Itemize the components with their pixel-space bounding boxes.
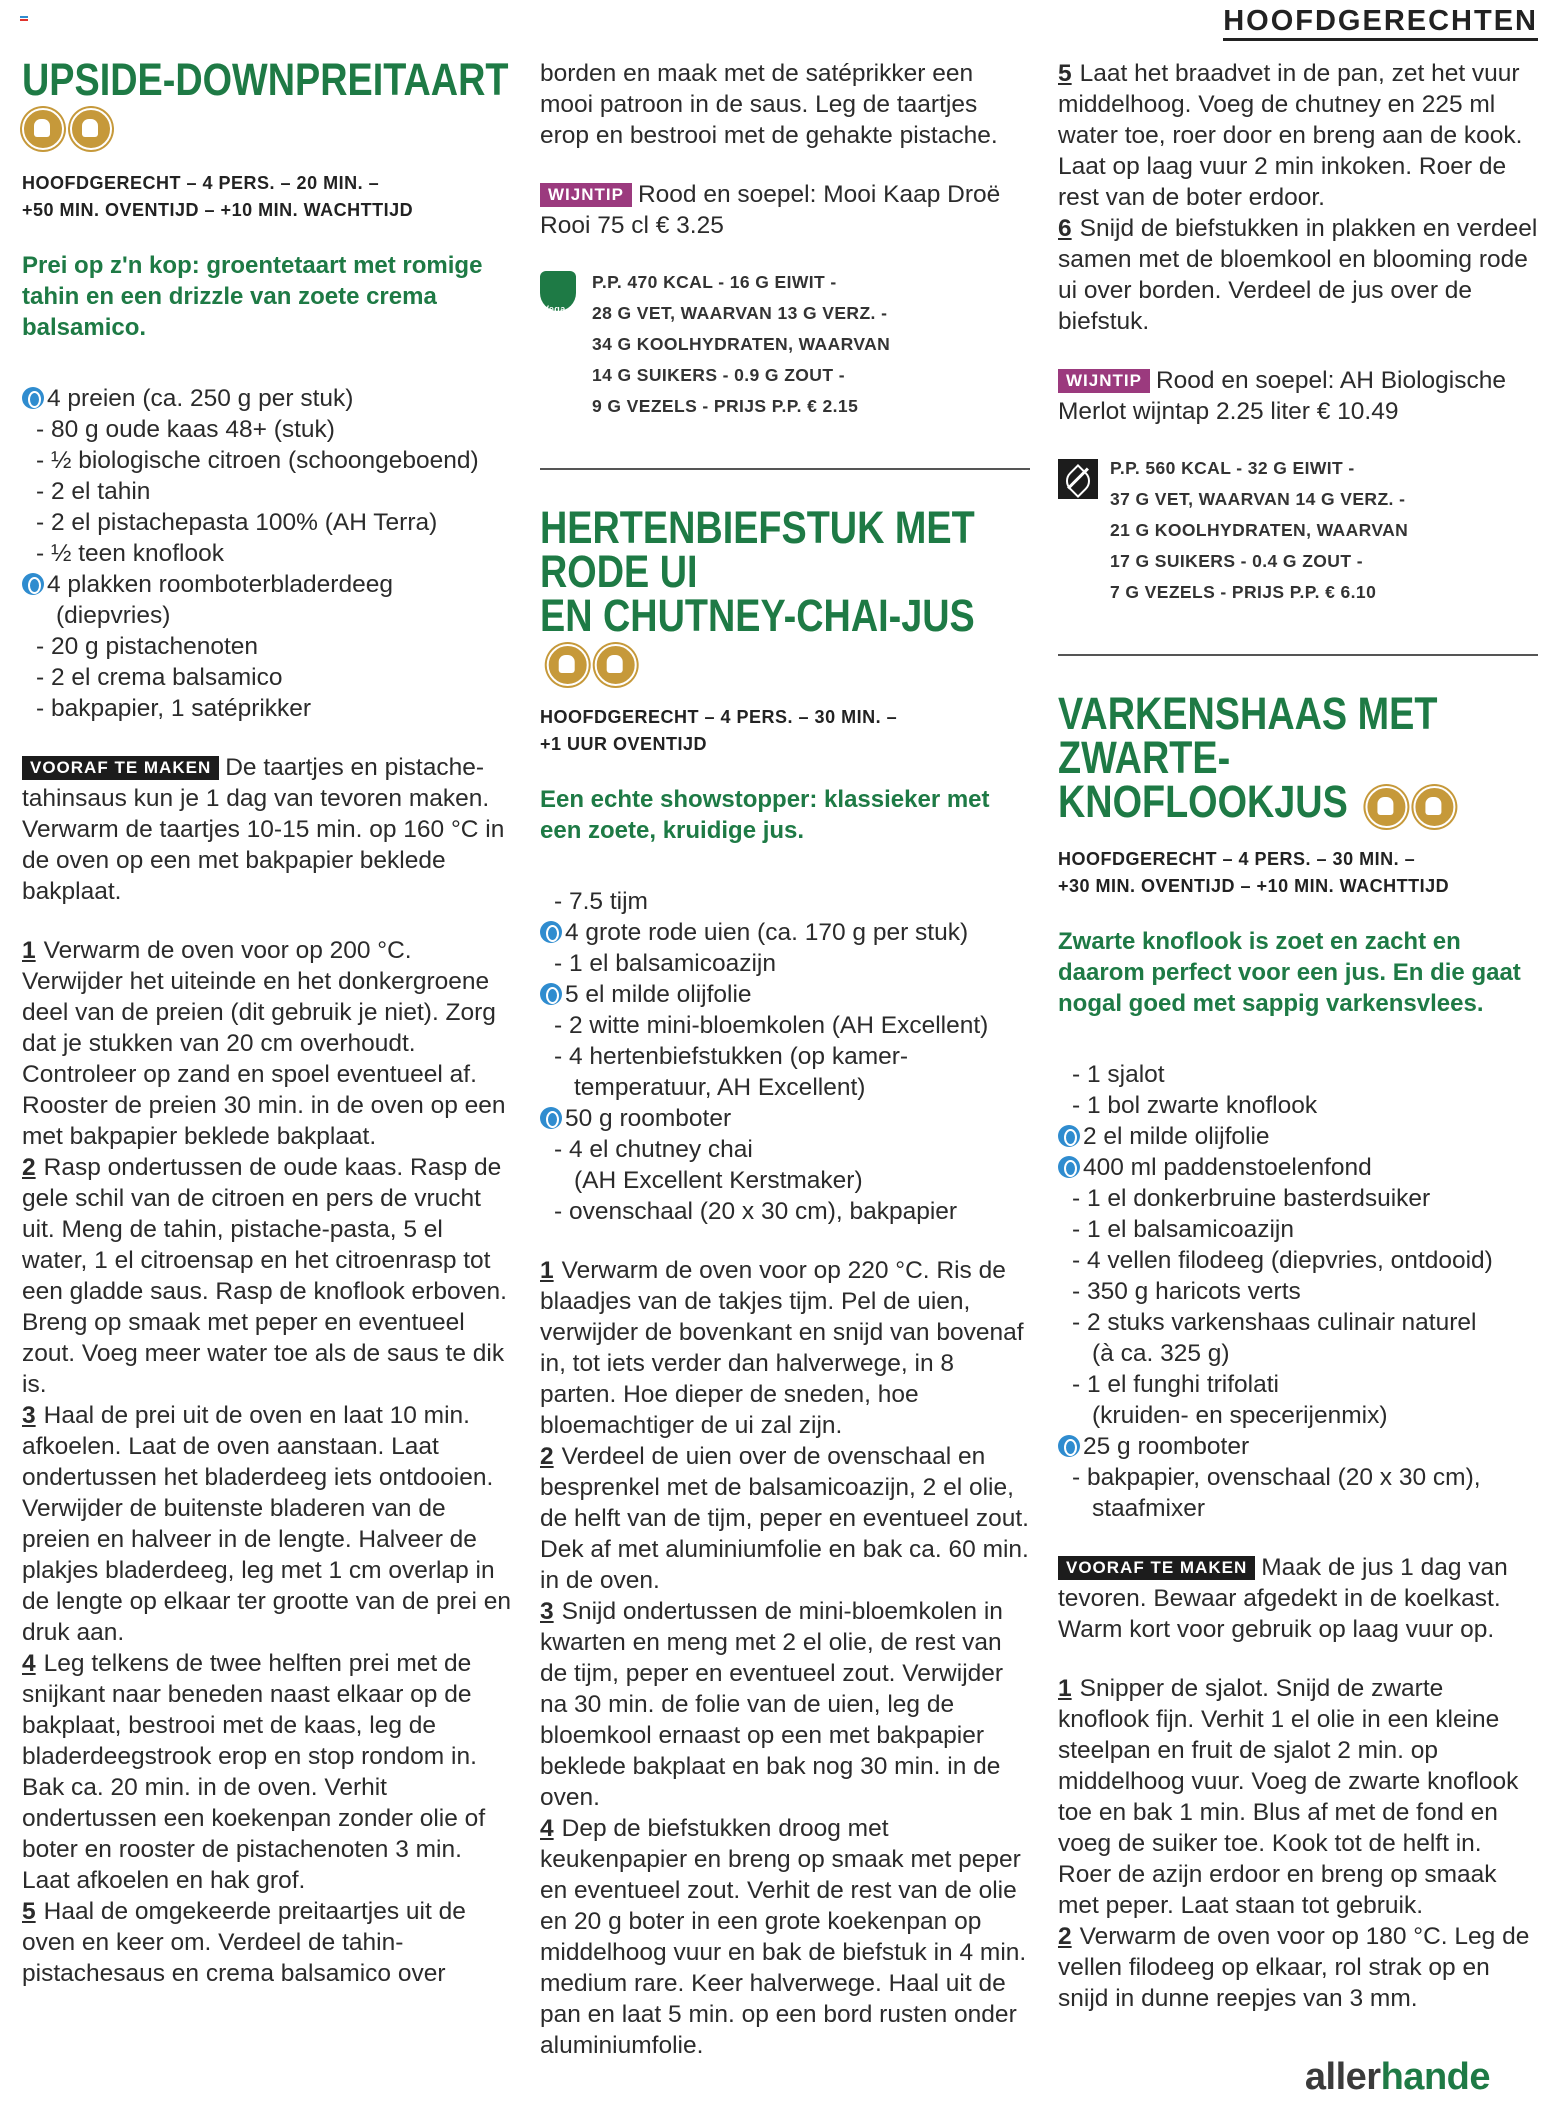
- difficulty-badges: [1365, 782, 1461, 828]
- ingredient-item: - bakpapier, 1 satéprikker: [36, 695, 312, 722]
- ingredient-item: - 1 sjalot: [1072, 1061, 1165, 1089]
- bonus-icon: [22, 573, 44, 595]
- ingredient-item: staafmixer: [1092, 1495, 1206, 1523]
- step: 1 Verwarm de oven voor op 220 °C. Ris de blaadjes van de takjes tijm. Pel de uien, verwijder de bovenkant en snijd van bovenaf in, tot iets verder dan halverwege, in 8 parten. Hoe dieper de sneden, hoe bloemachtiger de ui zal zijn.: [540, 1257, 1024, 1440]
- bonus-icon: [1058, 1156, 1080, 1178]
- bonus-icon: [540, 1107, 562, 1129]
- step: 2 Rasp ondertussen de oude kaas. Rasp de gele schil van de citroen en pers de vrucht uit. Meng de tahin, pistache-pasta, 5 el water, 1 el citroensap en het citroenrasp tot een gladde saus. Rasp de knoflook erboven. Breng op smaak met peper en eventueel zout. Voeg meer water toe als de saus te dik is.: [22, 1154, 507, 1398]
- recipe1-ingredients: [22, 383, 512, 724]
- step: 2 Verdeel de uien over de ovenschaal en besprenkel met de balsamicoazijn, 2 el olie, de helft van de tijm, peper en eventueel zout. Dek af met aluminiumfolie en bak ca. 60 min. in de oven.: [540, 1443, 1029, 1595]
- recipe1-meta-line: HOOFDGERECHT – 4 PERS. – 20 MIN. –: [22, 173, 380, 193]
- nutrition-line: P.P. 470 KCAL - 16 G EIWIT -: [592, 272, 837, 292]
- ingredient-item: (AH Excellent Kerstmaker): [574, 1167, 863, 1195]
- ingredient-item: - ovenschaal (20 x 30 cm), bakpapier: [554, 1198, 958, 1226]
- recipe3-vooraf: [1058, 1552, 1538, 1645]
- recipe3-intro: Zwarte knoflook is zoet en zacht en daarom perfect voor een jus. En die gaat nogal goed met sappig varkensvlees.: [1058, 928, 1521, 1018]
- chef-hat-icon: [547, 644, 589, 686]
- ingredient-item: - 2 stuks varkenshaas culinair naturel: [1072, 1309, 1477, 1337]
- ingredient-item: - 7.5 tijm: [554, 888, 648, 916]
- section-header: HOOFDGERECHTEN: [1223, 4, 1538, 41]
- bonus-icon: [1058, 1435, 1080, 1457]
- step: 4 Leg telkens de twee helften prei met de snijkant naar beneden naast elkaar op de bakplaat, bestrooi met de kaas, leg de bladerdeegstrook erop en stop rondom in. Bak ca. 20 min. in de oven. Verhit ondertussen een koekenpan zonder olie of boter en rooster de pistachenoten 3 min. Laat afkoelen en hak grof.: [22, 1650, 486, 1894]
- nutrition-line: 21 G KOOLHYDRATEN, WAARVAN: [1110, 520, 1409, 540]
- wine-label: WIJNTIP: [1058, 369, 1150, 393]
- step: 3 Snijd ondertussen de mini-bloemkolen in kwarten en meng met 2 el olie, de rest van de tijm, peper en eventueel zout. Verwijder na 30 min. de folie van de uien, leg de bloemkool ernaast op een met bakpapier beklede bakplaat en bak nog 30 min. in de oven.: [540, 1598, 1004, 1812]
- recipe3-meta-line: HOOFDGERECHT – 4 PERS. – 30 MIN. –: [1058, 849, 1416, 870]
- brand-logo: allerhande: [1304, 2056, 1490, 2098]
- ingredient-item: - 2 el pistachepasta 100% (AH Terra): [36, 509, 438, 536]
- step: 5 Laat het braadvet in de pan, zet het vuur middelhoog. Voeg de chutney en 225 ml water toe, roer door en breng aan de kook. Laat op laag vuur 2 min inkoken. Roer de rest van de boter erdoor.: [1058, 60, 1523, 211]
- ingredient-item: - 1 el funghi trifolati: [1072, 1371, 1279, 1399]
- step: 5 Haal de omgekeerde preitaartjes uit de oven en keer om. Verdeel de tahin-pistachesaus en crema balsamico over: [22, 1898, 466, 1987]
- ingredient-item: temperatuur, AH Excellent): [574, 1074, 866, 1102]
- vooraf-label: VOORAF TE MAKEN: [22, 756, 219, 780]
- bonus-icon: [540, 983, 562, 1005]
- recipe1-continuation: borden en maak met de satéprikker een mooi patroon in de saus. Leg de taartjes erop en bestrooi met de gehakte pistache.: [540, 60, 998, 149]
- divider: [540, 468, 1030, 470]
- recipe1-meta: [22, 170, 512, 224]
- nutrition-line: P.P. 560 KCAL - 32 G EIWIT -: [1110, 458, 1355, 478]
- divider: [1058, 654, 1538, 656]
- ingredient-item: - 80 g oude kaas 48+ (stuk): [36, 416, 335, 443]
- step: 3 Haal de prei uit de oven en laat 10 min. afkoelen. Laat de oven aanstaan. Laat ondertussen het bladerdeeg iets ontdooien. Verwijder de buitenste bladeren van de preien en halveer in de lengte. Halveer de plakjes bladerdeeg, leg met 1 cm overlap in de lengte op elkaar ter grootte van de prei en druk aan.: [22, 1402, 511, 1646]
- recipe3-ingredients: [1058, 1059, 1538, 1524]
- ingredient-item: - 1 el donkerbruine basterdsuiker: [1072, 1185, 1431, 1213]
- column-3: [1058, 58, 1538, 2014]
- gluten-free-icon: [1058, 459, 1098, 499]
- ingredient-item: 4 preien (ca. 250 g per stuk): [22, 383, 512, 414]
- chef-hat-icon: [70, 108, 112, 150]
- bonus-icon: [1058, 1125, 1080, 1147]
- recipe3-meta: [1058, 846, 1538, 900]
- recipe3-meta-line: +30 MIN. OVENTIJD – +10 MIN. WACHTTIJD: [1058, 876, 1450, 897]
- ingredient-item: - 2 el crema balsamico: [36, 664, 283, 691]
- ingredient-item: - ½ biologische citroen (schoongeboend): [36, 447, 479, 474]
- recipe1-title: UPSIDE-DOWNPREITAART: [22, 54, 509, 105]
- recipe1-intro: Prei op z'n kop: groentetaart met romige tahin en een drizzle van zoete crema balsamico.: [22, 252, 483, 341]
- ingredient-item: 4 grote rode uien (ca. 170 g per stuk): [540, 917, 1030, 948]
- recipe2-steps: [540, 1255, 1030, 2061]
- chef-hat-icon: [1365, 786, 1407, 828]
- ingredient-item: 25 g roomboter: [1058, 1431, 1538, 1462]
- nutrition-line: 37 G VET, WAARVAN 14 G VERZ. -: [1110, 489, 1406, 509]
- step: 2 Verwarm de oven voor op 180 °C. Leg de vellen filodeeg op elkaar, rol strak op en snijd in dunne reepjes van 3 mm.: [1058, 1923, 1530, 2013]
- corner-mark: [20, 16, 28, 22]
- ingredient-item: 50 g roomboter: [540, 1103, 1030, 1134]
- difficulty-badges: [547, 640, 643, 686]
- ingredient-item: - 350 g haricots verts: [1072, 1278, 1301, 1306]
- ingredient-item: - 4 hertenbiefstukken (op kamer-: [554, 1043, 909, 1071]
- nutrition-line: 9 G VEZELS - PRIJS P.P. € 2.15: [592, 396, 859, 416]
- ingredient-item: 5 el milde olijfolie: [540, 979, 1030, 1010]
- recipe1-vooraf: [22, 752, 512, 907]
- ingredient-item: 2 el milde olijfolie: [1058, 1121, 1538, 1152]
- ingredient-item: - 4 vellen filodeeg (diepvries, ontdooid): [1072, 1247, 1493, 1275]
- nutrition-line: 14 G SUIKERS - 0.9 G ZOUT -: [592, 365, 845, 385]
- chef-hat-icon: [595, 644, 637, 686]
- vega-icon: Vega: [540, 271, 576, 311]
- step: 4 Dep de biefstukken droog met keukenpapier en breng op smaak met peper en eventueel zout. Verhit de rest van de olie en 20 g boter in een grote koekenpan op middelhoog vuur en bak de biefstuk in 4 min. medium rare. Keer halverwege. Haal uit de pan en laat 5 min. op een bord rusten onder aluminiumfolie.: [540, 1815, 1027, 2060]
- difficulty-badges: [22, 108, 512, 152]
- nutrition-line: 34 G KOOLHYDRATEN, WAARVAN: [592, 334, 891, 354]
- recipe2-meta-line: HOOFDGERECHT – 4 PERS. – 30 MIN. –: [540, 707, 898, 728]
- recipe2-meta-line: +1 UUR OVENTIJD: [540, 734, 708, 755]
- column-2: [540, 58, 1030, 2061]
- ingredient-item: - 2 el tahin: [36, 478, 151, 505]
- recipe1-meta-line: +50 MIN. OVENTIJD – +10 MIN. WACHTTIJD: [22, 200, 414, 220]
- ingredient-item: - 2 witte mini-bloemkolen (AH Excellent): [554, 1012, 989, 1040]
- bonus-icon: [22, 387, 44, 409]
- step: 1 Verwarm de oven voor op 200 °C. Verwijder het uiteinde en het donkergroene deel van de preien (dit gebruik je niet). Zorg dat je stukken van 20 cm overhoudt. Controleer op zand en spoel eventueel af. Rooster de preien 30 min. in de oven op een met bakpapier beklede bakplaat.: [22, 937, 506, 1150]
- ingredient-item: - ½ teen knoflook: [36, 540, 224, 567]
- ingredient-item: (diepvries): [56, 602, 171, 629]
- ingredient-item: (à ca. 325 g): [1092, 1340, 1230, 1368]
- step: 6 Snijd de biefstukken in plakken en verdeel samen met de bloemkool en blooming rode ui over borden. Verdeel de jus over de biefstuk.: [1058, 215, 1538, 335]
- chef-hat-icon: [22, 108, 64, 150]
- recipe2-nutrition: [1058, 453, 1538, 608]
- recipe2-steps-cont: [1058, 58, 1538, 337]
- nutrition-line: 7 G VEZELS - PRIJS P.P. € 6.10: [1110, 582, 1377, 602]
- vooraf-text: De taartjes en pistache-tahinsaus kun je 1 dag van tevoren maken. Verwarm de taartjes 10-15 min. op 160 °C in de oven op een met bakpapier beklede bakplaat.: [22, 754, 505, 905]
- ingredient-item: - 4 el chutney chai: [554, 1136, 753, 1164]
- vooraf-text: Maak de jus 1 dag van tevoren. Bewaar afgedekt in de koelkast. Warm kort voor gebruik op laag vuur op.: [1058, 1554, 1508, 1644]
- wine-label: WIJNTIP: [540, 183, 632, 207]
- recipe2-wine: [1058, 365, 1538, 427]
- recipe1-steps: [22, 935, 512, 1989]
- ingredient-item: - 1 el balsamicoazijn: [1072, 1216, 1294, 1244]
- step: 1 Snipper de sjalot. Snijd de zwarte knoflook fijn. Verhit 1 el olie in een kleine steelpan en fruit de sjalot 2 min. op middelhoog vuur. Voeg de zwarte knoflook toe en bak 1 min. Blus af met de fond en voeg de suiker toe. Kook tot de helft in. Roer de azijn erdoor en breng op smaak met peper. Laat staan tot gebruik.: [1058, 1675, 1519, 1920]
- recipe2-ingredients: [540, 886, 1030, 1227]
- vooraf-label: VOORAF TE MAKEN: [1058, 1556, 1255, 1580]
- recipe2-title: HERTENBIEFSTUK MET RODE UI EN CHUTNEY-CHAI-JUS: [540, 506, 1030, 686]
- ingredient-item: (kruiden- en specerijenmix): [1092, 1402, 1388, 1430]
- recipe2-meta: [540, 704, 1030, 758]
- wine-text: Rood en soepel: Mooi Kaap Droë Rooi 75 cl € 3.25: [540, 181, 1001, 239]
- ingredient-item: - 1 el balsamicoazijn: [554, 950, 776, 978]
- ingredient-item: 4 plakken roomboterbladerdeeg: [22, 569, 512, 600]
- nutrition-line: 17 G SUIKERS - 0.4 G ZOUT -: [1110, 551, 1363, 571]
- wine-text: Rood en soepel: AH Biologische Merlot wijntap 2.25 liter € 10.49: [1058, 367, 1506, 425]
- ingredient-item: - bakpapier, ovenschaal (20 x 30 cm),: [1072, 1464, 1481, 1492]
- recipe3-title: VARKENSHAAS MET ZWARTE- KNOFLOOKJUS: [1058, 692, 1538, 828]
- ingredient-item: - 20 g pistachenoten: [36, 633, 259, 660]
- bonus-icon: [540, 921, 562, 943]
- recipe2-intro: Een echte showstopper: klassieker met een zoete, kruidige jus.: [540, 786, 990, 845]
- recipe3-steps: [1058, 1673, 1538, 2014]
- ingredient-item: - 1 bol zwarte knoflook: [1072, 1092, 1318, 1120]
- ingredient-item: 400 ml paddenstoelenfond: [1058, 1152, 1538, 1183]
- chef-hat-icon: [1413, 786, 1455, 828]
- column-1: [22, 54, 512, 1989]
- recipe1-nutrition: [540, 267, 1030, 422]
- nutrition-line: 28 G VET, WAARVAN 13 G VERZ. -: [592, 303, 888, 323]
- recipe1-wine: [540, 179, 1030, 241]
